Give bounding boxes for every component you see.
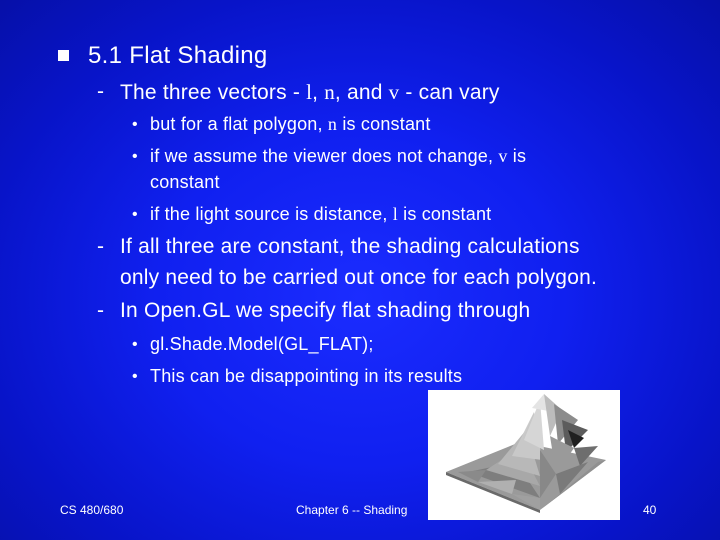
bullet-disappointing: This can be disappointing in its results	[150, 366, 463, 386]
dot-bullet: •	[132, 336, 138, 353]
bullet-all-constant-cont: only need to be carried out once for each polygon.	[120, 266, 597, 289]
dash-bullet: -	[97, 299, 104, 322]
dash-bullet: -	[97, 80, 104, 103]
footer-chapter: Chapter 6 -- Shading	[296, 503, 408, 517]
dot-bullet: •	[132, 368, 138, 385]
bullet-three-vectors: The three vectors - l, n, and v - can vary	[120, 80, 500, 104]
dot-bullet: •	[132, 116, 138, 133]
slide-title: 5.1 Flat Shading	[88, 42, 268, 69]
bullet-opengl: In Open.GL we specify flat shading through	[120, 299, 531, 322]
dot-bullet: •	[132, 148, 138, 165]
bullet-light-source: if the light source is distance, l is constant	[150, 204, 492, 224]
dot-bullet: •	[132, 206, 138, 223]
square-bullet-icon	[58, 50, 69, 61]
flat-shaded-mountain-image	[428, 390, 620, 520]
bullet-viewer-constant-cont: constant	[150, 172, 220, 192]
bullet-flat-polygon: but for a flat polygon, n is constant	[150, 114, 431, 134]
bullet-all-constant: If all three are constant, the shading calculations	[120, 235, 580, 258]
page-number: 40	[643, 503, 657, 517]
bullet-viewer-constant: if we assume the viewer does not change, v is	[150, 146, 527, 166]
flat-shaded-mountain-surface	[428, 390, 620, 520]
footer-course: CS 480/680	[60, 503, 124, 517]
bullet-shade-model: gl.Shade.Model(GL_FLAT);	[150, 334, 374, 354]
dash-bullet: -	[97, 235, 104, 258]
